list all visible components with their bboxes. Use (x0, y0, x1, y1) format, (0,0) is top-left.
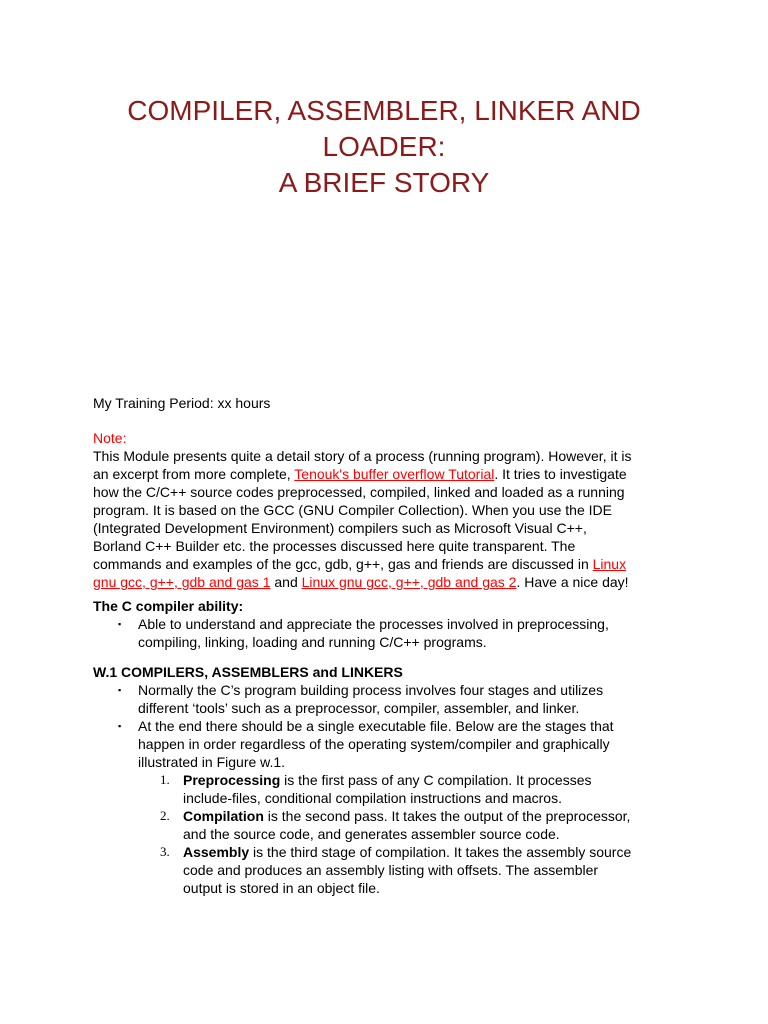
stage-number: 2. (160, 808, 170, 823)
title-line-1: COMPILER, ASSEMBLER, LINKER AND (127, 95, 641, 126)
section-heading-w1: W.1 COMPILERS, ASSEMBLERS and LINKERS (93, 664, 403, 680)
note-line: This Module presents quite a detail story of a process (running program). However, it is (93, 448, 632, 464)
square-bullet-icon: ▪ (118, 685, 122, 695)
note-line: program. It is based on the GCC (GNU Compiler Collection). When you use the IDE (93, 502, 612, 518)
stage-number: 3. (160, 844, 170, 859)
ability-heading: The C compiler ability: (93, 598, 244, 614)
note-line: (Integrated Development Environment) compilers such as Microsoft Visual C++, (93, 520, 587, 536)
square-bullet-icon: ▪ (118, 619, 122, 629)
linux-gnu-link-1-start[interactable]: Linux (592, 556, 627, 572)
note-line: Borland C++ Builder etc. the processes discussed here quite transparent. The (93, 538, 576, 554)
ability-list (93, 615, 693, 651)
w1-bullet-list (93, 681, 693, 897)
list-item: ▪ Normally the C’s program building process involves four stages and utilizes different ‘tools’ such as a preprocessor, compiler, assembler, and linker. (118, 682, 604, 716)
stage-number: 1. (160, 772, 170, 787)
stage-term: Preprocessing (183, 772, 281, 788)
note-line: an excerpt from more complete, Tenouk's buffer overflow Tutorial. It tries to investigate (93, 466, 627, 482)
stage-term: Assembly (183, 844, 250, 860)
linux-gnu-link-1[interactable]: gnu gcc, g++, gdb and gas 1 (93, 574, 271, 590)
stage-item: 2. Compilation is the second pass. It takes the output of the preprocessor, and the source code, and generates assembler source code. (160, 808, 631, 842)
stages-list (138, 771, 693, 897)
document-body (93, 394, 693, 897)
note-paragraph (93, 447, 693, 591)
stage-item: 1. Preprocessing is the first pass of any C compilation. It processes include-files, conditional compilation instructions and macros. (160, 772, 592, 806)
title-line-2: LOADER: (322, 131, 446, 162)
note-label: Note: (93, 430, 127, 446)
title-line-3: A BRIEF STORY (278, 167, 490, 198)
linux-gnu-link-2[interactable]: Linux gnu gcc, g++, gdb and gas 2 (301, 574, 517, 590)
training-period: My Training Period: xx hours (93, 395, 271, 411)
stage-item: 3. Assembly is the third stage of compilation. It takes the assembly source code and produces an assembly listing with offsets. The assembler output is stored in an object file. (160, 844, 632, 896)
note-line: commands and examples of the gcc, gdb, g++, gas and friends are discussed in Linux (93, 556, 627, 572)
stage-term: Compilation (183, 808, 264, 824)
document-title (0, 93, 768, 201)
buffer-overflow-tutorial-link[interactable]: Tenouk's buffer overflow Tutorial (294, 466, 495, 482)
note-line: gnu gcc, g++, gdb and gas 1 and Linux gnu gcc, g++, gdb and gas 2. Have a nice day! (93, 574, 629, 590)
note-line: how the C/C++ source codes preprocessed, compiled, linked and loaded as a running (93, 484, 625, 500)
square-bullet-icon: ▪ (118, 721, 122, 731)
list-item: ▪ Able to understand and appreciate the processes involved in preprocessing, compiling, linking, loading and running C/C++ programs. (118, 616, 609, 650)
list-item: ▪ At the end there should be a single executable file. Below are the stages that happen in order regardless of the operating system/compiler and graphically illustrated in Figure w.1. 1. Preprocessing is the first pass of any C compilation. It processes include-files, conditional compilation instructions and macros. 2. Compilation is the second pass. It takes the output of the preprocessor, and the source code, and generates assembler source code. 3. Assembly is the third stage of compilation. It takes the assembly source code and produces an assembly listing with offsets. The assembler output is stored in an object file. (138, 717, 693, 897)
